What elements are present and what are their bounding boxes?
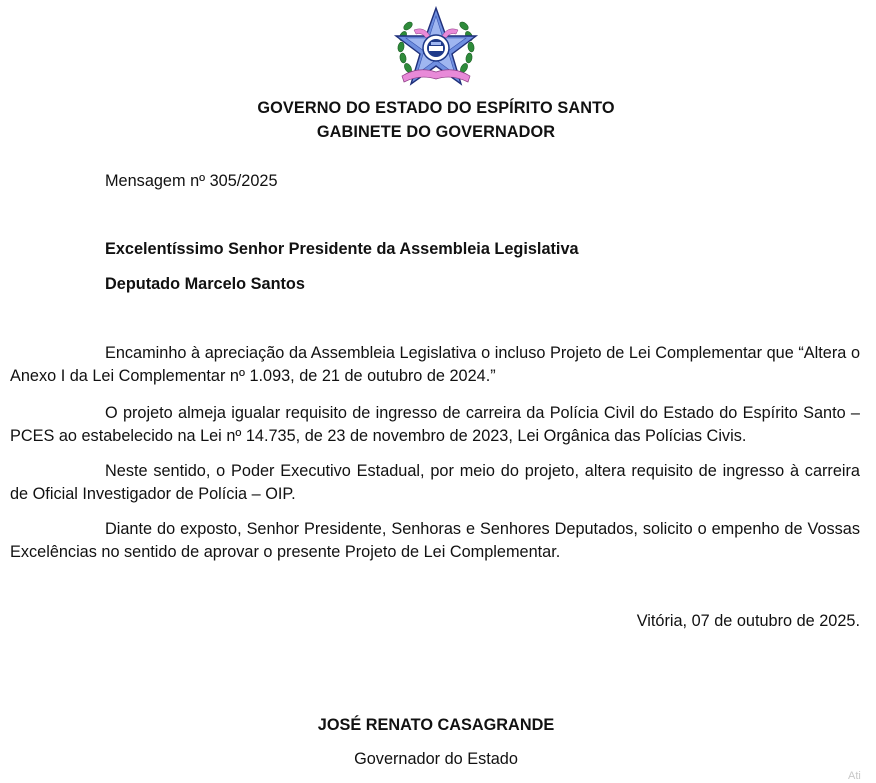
signatory-title: Governador do Estado [354,750,518,768]
body-paragraph: Diante do exposto, Senhor Presidente, Senhoras e Senhores Deputados, solicito o empenho de Vossas Excelências no sentido de aprovar o presente Projeto de Lei Complementar. [10,520,860,561]
body-paragraph: Neste sentido, o Poder Executivo Estadual, por meio do projeto, altera requisito de ingresso à carreira de Oficial Investigador de Polícia – OIP. [10,462,860,503]
activation-watermark: Ati [848,770,861,782]
signatory-name: JOSÉ RENATO CASAGRANDE [317,716,555,734]
header-office: GABINETE DO GOVERNADOR [316,123,556,141]
body-paragraph: O projeto almeja igualar requisito de ingresso de carreira da Polícia Civil do Estado do Espírito Santo – PCES ao estabelecido na Lei nº 14.735, de 23 de novembro de 2023, Lei Orgânica das Polícias Civis. [10,404,860,445]
header-government: GOVERNO DO ESTADO DO ESPÍRITO SANTO [257,99,615,117]
addressee-name: Deputado Marcelo Santos [105,275,305,293]
message-number: Mensagem nº 305/2025 [105,172,278,190]
body-paragraph: Encaminho à apreciação da Assembleia Legislativa o incluso Projeto de Lei Complementar que “Altera o Anexo I da Lei Complementar nº 1.093, de 21 de outubro de 2024.” [10,344,860,385]
addressee-title: Excelentíssimo Senhor Presidente da Assembleia Legislativa [105,240,579,258]
place-date: Vitória, 07 de outubro de 2025. [636,612,860,630]
state-coat-of-arms-icon [388,6,484,92]
